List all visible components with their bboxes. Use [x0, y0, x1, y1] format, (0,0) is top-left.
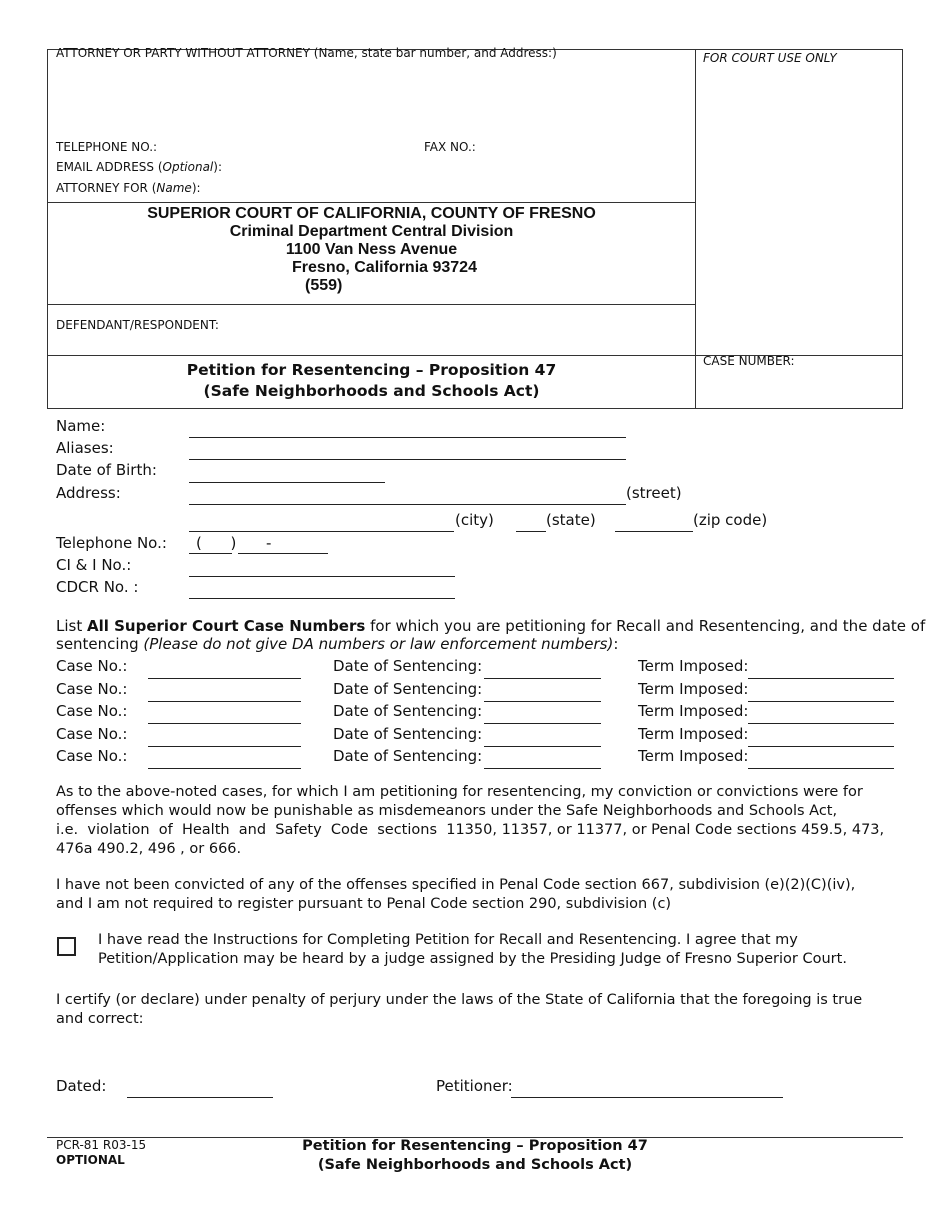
- case-no-field[interactable]: [148, 746, 301, 747]
- case-no-label: Case No.:: [56, 679, 128, 698]
- aliases-label: Aliases:: [56, 439, 114, 457]
- case-no-field[interactable]: [148, 723, 301, 724]
- cases-intro-bold: All Superior Court Case Numbers: [87, 617, 366, 635]
- state-field[interactable]: [516, 531, 546, 532]
- statement-2-line1: I have not been convicted of any of the offenses specified in Penal Code section 667, subdivision (e)(2)(C)(iv),: [56, 877, 856, 893]
- instructions-line2: Petition/Application may be heard by a judge assigned by the Presiding Judge of Fresno Superior Court.: [98, 951, 847, 967]
- telephone-label: TELEPHONE NO.:: [56, 140, 158, 154]
- date-of-sentencing-label: Date of Sentencing:: [333, 747, 483, 765]
- certify-line1: I certify (or declare) under penalty of perjury under the laws of the State of California that the foregoing is true: [56, 992, 863, 1008]
- form-title-line2: (Safe Neighborhoods and Schools Act): [203, 382, 540, 400]
- attorney-for-label: [56, 181, 201, 195]
- instructions-checkbox[interactable]: [57, 937, 76, 956]
- date-of-sentencing-field[interactable]: [484, 701, 601, 702]
- term-imposed-label: Term Imposed:: [638, 747, 749, 765]
- case-no-label: Case No.:: [56, 724, 128, 743]
- form-id: PCR-81 R03-15: [56, 1138, 147, 1152]
- case-no-label: Case No.:: [56, 657, 128, 675]
- court-use-label: FOR COURT USE ONLY: [703, 51, 837, 65]
- telephone-no-label: Telephone No.:: [56, 534, 167, 552]
- court-division: Criminal Department Central Division: [229, 223, 514, 240]
- attorney-for-post: ):: [191, 181, 201, 195]
- date-of-sentencing-field[interactable]: [484, 678, 601, 679]
- cases-intro-line2-post: :: [613, 635, 619, 653]
- court-name: SUPERIOR COURT OF CALIFORNIA, COUNTY OF FRESNO: [147, 205, 596, 222]
- court-city: Fresno, California 93724: [292, 259, 477, 276]
- statement-1-line4: 476a 490.2, 496 , or 666.: [56, 841, 242, 857]
- cases-intro-line1: [56, 617, 925, 635]
- street-field[interactable]: [189, 504, 626, 505]
- area-code-field[interactable]: [189, 553, 232, 554]
- name-label: Name:: [56, 417, 106, 435]
- date-of-sentencing-label: Date of Sentencing:: [333, 702, 483, 720]
- court-defendant-divider: [47, 304, 696, 305]
- footer-title-line1: Petition for Resentencing – Proposition 47: [302, 1138, 648, 1154]
- date-of-sentencing-label: Date of Sentencing:: [333, 724, 483, 743]
- statement-1-line2: offenses which would now be punishable as misdemeanors under the Safe Neighborhoods and Schools Act,: [56, 803, 838, 819]
- cdcr-field[interactable]: [189, 598, 455, 599]
- city-label: (city): [455, 511, 494, 529]
- dated-field[interactable]: [127, 1097, 273, 1098]
- case-no-field[interactable]: [148, 701, 301, 702]
- footer-title-line2: (Safe Neighborhoods and Schools Act): [317, 1157, 633, 1173]
- case-no-field[interactable]: [148, 678, 301, 679]
- date-of-sentencing-field[interactable]: [484, 723, 601, 724]
- email-label: [56, 160, 222, 174]
- area-code-parens: ( ): [196, 534, 237, 552]
- cases-intro-post: for which you are petitioning for Recall and Resentencing, and the date of: [365, 617, 926, 635]
- term-imposed-label: Term Imposed:: [638, 724, 749, 743]
- date-of-sentencing-field[interactable]: [484, 746, 601, 747]
- attorney-court-divider: [47, 202, 696, 203]
- optional-label: OPTIONAL: [56, 1153, 125, 1167]
- date-of-sentencing-label: Date of Sentencing:: [333, 679, 483, 698]
- attorney-for-italic: Name: [156, 181, 192, 195]
- attorney-for-pre: ATTORNEY FOR (: [56, 181, 157, 195]
- certify-line2: and correct:: [56, 1011, 144, 1027]
- statement-1-line3: i.e. violation of Health and Safety Code sections 11350, 11357, or 11377, or Penal Code sections 459.5, 473,: [56, 822, 885, 838]
- phone-number-field[interactable]: [238, 553, 328, 554]
- petitioner-label: Petitioner:: [436, 1077, 513, 1095]
- date-of-sentencing-field[interactable]: [484, 768, 601, 769]
- header-bottom-border: [47, 408, 903, 409]
- court-street: 1100 Van Ness Avenue: [285, 241, 458, 258]
- email-label-pre: EMAIL ADDRESS (: [56, 160, 163, 174]
- cases-intro-pre: List: [56, 617, 87, 635]
- cases-intro-line2: [56, 635, 618, 653]
- city-field[interactable]: [189, 531, 454, 532]
- dob-label: Date of Birth:: [56, 461, 157, 479]
- defendant-label: DEFENDANT/RESPONDENT:: [56, 318, 219, 332]
- case-no-label: Case No.:: [56, 747, 128, 765]
- dob-field[interactable]: [189, 482, 385, 483]
- form-title-line1: Petition for Resentencing – Proposition 47: [186, 361, 557, 379]
- name-field[interactable]: [189, 437, 626, 438]
- cdcr-label: CDCR No. :: [56, 578, 139, 596]
- date-of-sentencing-label: Date of Sentencing:: [333, 657, 483, 675]
- term-imposed-field[interactable]: [748, 701, 894, 702]
- instructions-line1: I have read the Instructions for Completing Petition for Recall and Resentencing. I agree that my: [98, 932, 798, 948]
- term-imposed-field[interactable]: [748, 678, 894, 679]
- ci-label: CI & I No.:: [56, 556, 132, 574]
- street-label: (street): [626, 484, 682, 502]
- state-label: (state): [546, 511, 596, 529]
- phone-dash: -: [266, 534, 272, 552]
- cases-intro-line2-italic: (Please do not give DA numbers or law enforcement numbers): [143, 635, 614, 653]
- email-label-post: ):: [213, 160, 223, 174]
- case-number-label: CASE NUMBER:: [703, 354, 795, 368]
- attorney-label: ATTORNEY OR PARTY WITHOUT ATTORNEY (Name, state bar number, and Address:): [56, 46, 557, 60]
- term-imposed-label: Term Imposed:: [638, 702, 749, 720]
- case-no-label: Case No.:: [56, 702, 128, 720]
- ci-field[interactable]: [189, 576, 455, 577]
- term-imposed-field[interactable]: [748, 768, 894, 769]
- fax-label: FAX NO.:: [424, 140, 476, 154]
- dated-label: Dated:: [56, 1077, 107, 1095]
- zip-field[interactable]: [615, 531, 693, 532]
- statement-2-line2: and I am not required to register pursuant to Penal Code section 290, subdivision (c): [56, 896, 672, 912]
- aliases-field[interactable]: [189, 459, 626, 460]
- term-imposed-label: Term Imposed:: [638, 657, 749, 675]
- statement-1-line1: As to the above-noted cases, for which I am petitioning for resentencing, my conviction or convictions were for: [56, 784, 863, 800]
- petitioner-signature-field[interactable]: [511, 1097, 783, 1098]
- cases-intro-line2-pre: sentencing: [56, 635, 144, 653]
- email-label-italic: Optional: [162, 160, 214, 174]
- zip-label: (zip code): [693, 511, 768, 529]
- term-imposed-label: Term Imposed:: [638, 679, 749, 698]
- case-no-field[interactable]: [148, 768, 301, 769]
- address-label: Address:: [56, 484, 121, 502]
- term-imposed-field[interactable]: [748, 723, 894, 724]
- term-imposed-field[interactable]: [748, 746, 894, 747]
- court-phone: (559): [305, 277, 343, 294]
